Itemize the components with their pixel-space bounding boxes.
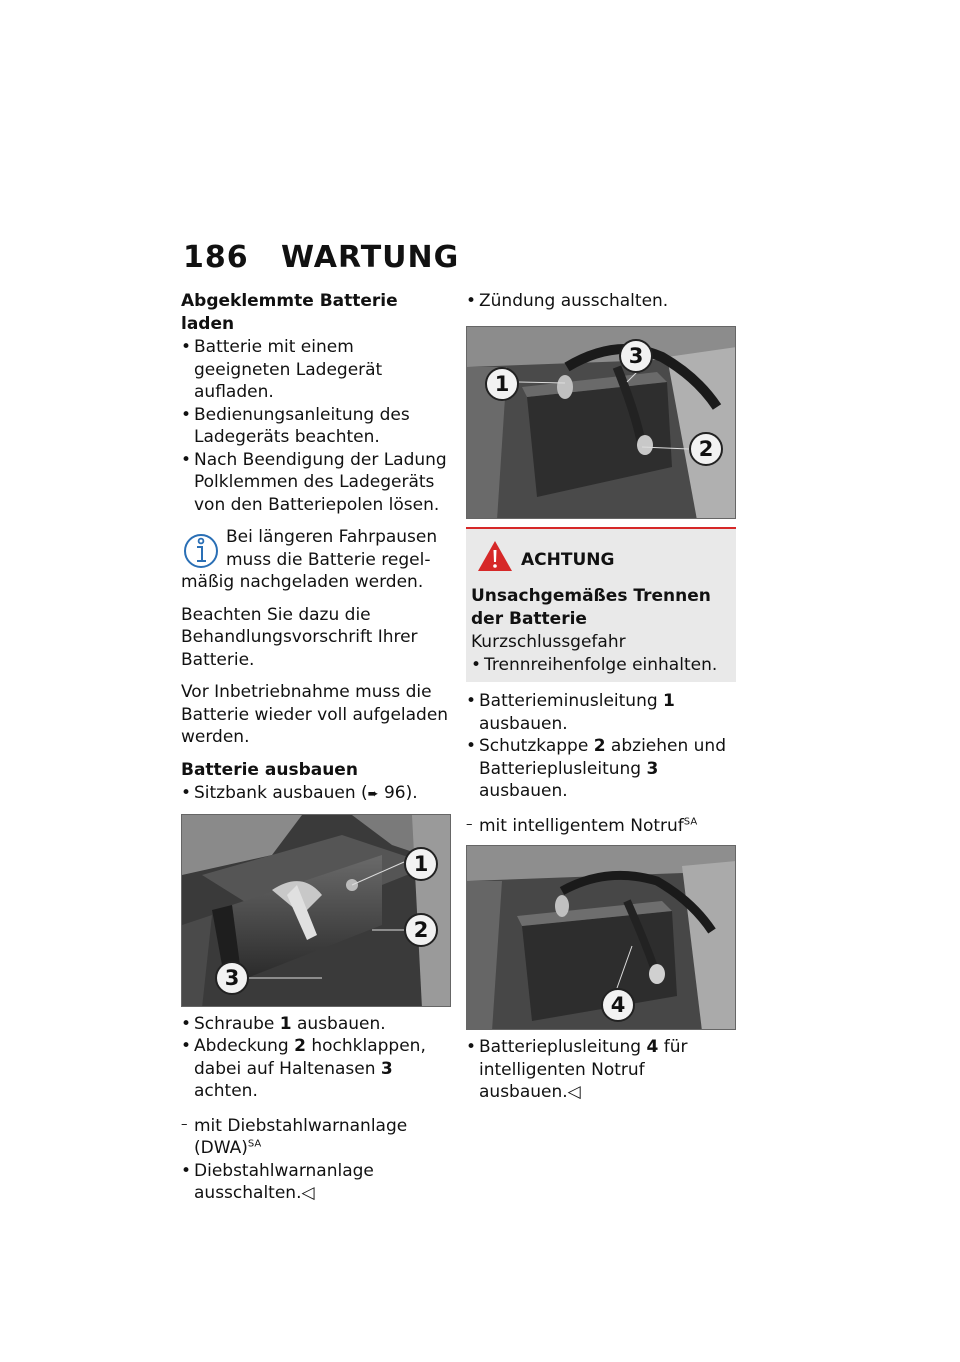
ref-number: 2 [294, 1036, 306, 1056]
note-paragraph: Vor Inbetriebnahme muss die Batterie wieder voll aufgeladen werden. [181, 682, 449, 747]
list-item: • Batterie mit einem geeigneten Ladegerät aufladen. [181, 336, 451, 404]
condition-line [181, 1115, 451, 1160]
warning-label: ACHTUNG [521, 549, 615, 570]
item-text: achten. [194, 1081, 258, 1101]
condition-text: mit Diebstahlwarnanlage (DWA) [194, 1115, 408, 1158]
callout-3: 3 [215, 961, 249, 995]
list-item: • Nach Beendigung der Ladung Polklemmen des Ladegeräts von den Batteriepolen lösen. [181, 449, 451, 517]
list-item [466, 735, 736, 803]
note-lead: Bei längeren Fahrpausen muss die Batterie regel- [226, 527, 438, 570]
item-text: Schutzkappe [479, 736, 594, 756]
end-mark-icon: ◁ [301, 1183, 315, 1203]
battery-terminals-photo [466, 326, 736, 519]
ref-number: 1 [663, 691, 675, 711]
note-paragraph: Beachten Sie dazu die Behandlungsvorschrift Ihrer Batterie. [181, 604, 418, 670]
page-ref-link[interactable]: 96 [383, 783, 406, 803]
info-icon [182, 530, 220, 570]
sa-superscript: SA [683, 815, 698, 827]
list-item: • Bedienungsanleitung des Ladegeräts beachten. [181, 404, 451, 449]
info-note [181, 526, 451, 749]
item-text: für intelligenten Notruf ausbauen. [479, 1037, 688, 1102]
battery-cover-photo [181, 814, 451, 1007]
page-ref-arrow-icon: ➨ [367, 787, 379, 802]
item-text: Diebstahlwarnanlage ausschalten. [194, 1160, 374, 1203]
callout-1: 1 [485, 367, 519, 401]
list-item [466, 1036, 736, 1104]
item-text: hochklappen, dabei auf Haltenasen [194, 1036, 426, 1079]
item-text: ). [405, 783, 418, 803]
ref-number: 3 [646, 758, 659, 779]
list-item [181, 1160, 451, 1205]
end-mark-icon: ◁ [567, 1082, 581, 1102]
list-item [181, 1013, 451, 1036]
item-text: ausbauen. [479, 713, 568, 734]
ref-number: 3 [380, 1058, 393, 1079]
item-text: abziehen und Batterieplusleitung [479, 736, 727, 779]
warning-title [471, 529, 731, 586]
list-item [466, 690, 736, 735]
warning-triangle-icon [476, 539, 514, 573]
condition-line [466, 815, 736, 838]
sa-superscript: SA [247, 1138, 262, 1150]
condition-text: mit intelligentem Notruf [479, 815, 684, 836]
callout-3: 3 [619, 339, 653, 373]
left-column [181, 290, 451, 1205]
page-number: 186 [183, 240, 249, 275]
warning-box [466, 527, 736, 683]
item-text: ausbauen. [291, 1013, 386, 1034]
page-header [183, 240, 459, 275]
ref-number: 4 [646, 1037, 659, 1057]
item-text: ausbauen. [479, 781, 568, 801]
callout-1: 1 [404, 847, 438, 881]
item-text: Sitzbank ausbauen ( [194, 783, 368, 803]
warning-heading: Unsachgemäßes Trennen der Batterie [471, 586, 711, 629]
battery-terminals-illustration [467, 327, 736, 519]
list-item [181, 782, 451, 807]
callout-2: 2 [689, 432, 723, 466]
section-heading-charge: Abgeklemmte Batterie laden [181, 291, 398, 334]
callout-4: 4 [601, 988, 635, 1022]
item-text: Abdeckung [194, 1036, 295, 1056]
warning-item: • Trennreihenfolge einhalten. [471, 654, 731, 677]
list-item: • Zündung ausschalten. [466, 290, 736, 313]
callout-2: 2 [404, 913, 438, 947]
item-text: Batterieminusleitung [479, 691, 664, 711]
ref-number: 1 [279, 1013, 292, 1034]
notruf-cable-photo [466, 845, 736, 1030]
section-heading-remove: Batterie ausbauen [181, 759, 358, 780]
item-text: Batterieplusleitung [479, 1037, 647, 1057]
right-column [466, 290, 736, 1104]
note-rest: mäßig nachgeladen werden. [181, 572, 424, 592]
warning-subtext: Kurzschlussgefahr [471, 632, 626, 652]
ref-number: 2 [593, 736, 606, 756]
list-item [181, 1035, 451, 1103]
item-text: Schraube [194, 1013, 280, 1034]
chapter-title: WARTUNG [281, 240, 460, 275]
